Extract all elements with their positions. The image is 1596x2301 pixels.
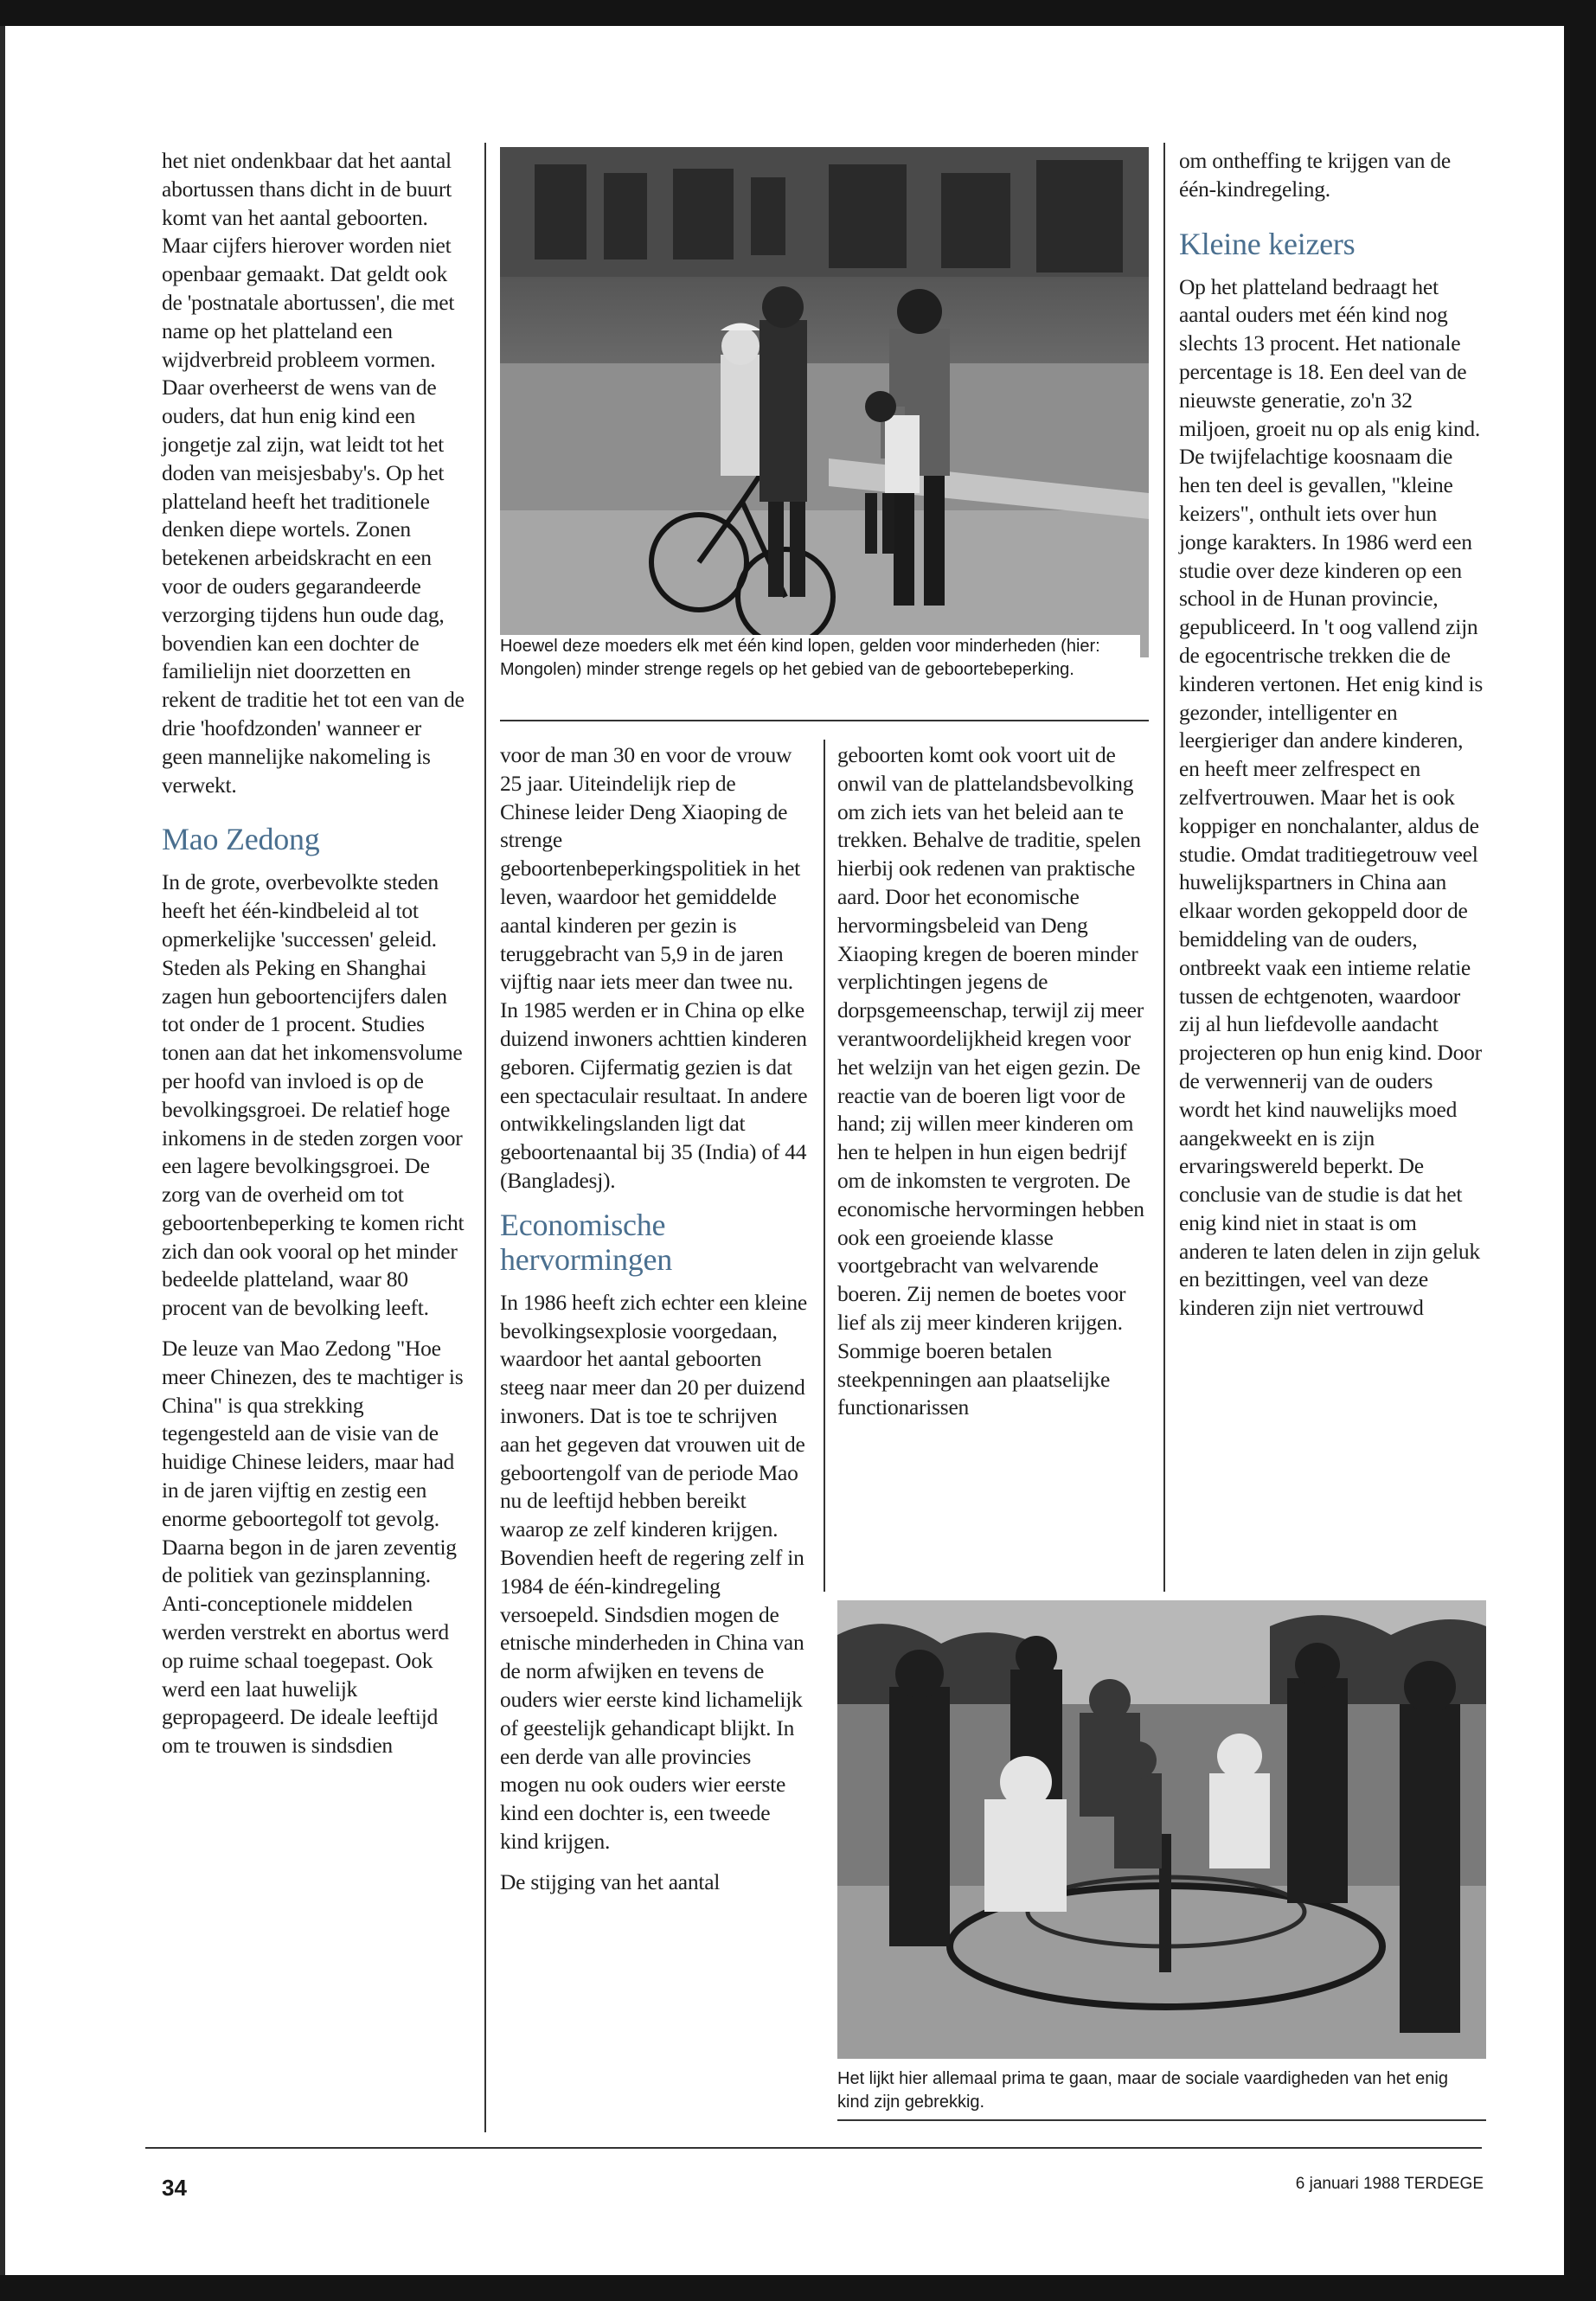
column-1-paragraph: het niet ondenkbaar dat het aantal abortussen thans dicht in de buurt komt van het aantal geboorten. Maar cijfers hierover worden niet openbaar gemaakt. Dat geldt ook de 'postnatale abortussen', die met name op het platteland een wijdverbreid probleem vormen. Daar overheerst de wens van de ouders, dat hun enig kind een jongetje zal zijn, wat leidt tot het doden van meisjesbaby's. Op het platteland heeft het traditionele denken diepe wortels. Zonen betekenen arbeidskracht en een voor de ouders gegarandeerde verzorging tijdens hun oude dag, bovendien kan een dochter de familielijn niet doorzetten en rekent de traditie het tot een van de drie 'hoofdzonden' wanneer er geen mannelijke nakomeling is verwekt. (162, 148, 465, 798)
column-2-paragraph: voor de man 30 en voor de vrouw 25 jaar. Uiteindelijk riep de Chinese leider Deng Xiaoping de strenge geboortenbeperkingspolitiek in het leven, waardoor het gemiddelde aantal kinderen per gezin is teruggebracht van 5,9 in de jaren vijftig naar iets meer dan twee nu. In 1985 werden er in China op elke duizend inwoners achttien kinderen geboren. Cijfermatig gezien is dat een spectaculair resultaat. In andere ontwikkelingslanden ligt dat geboortenaantal bij 35 (India) of 44 (Bangladesj). (500, 742, 808, 1193)
scan-edge-left (0, 26, 5, 2275)
top-photo-caption: Hoewel deze moeders elk met één kind lopen, gelden voor minderheden (hier: Mongolen) minder strenge regels op het gebied van de geboortebeperking. (500, 635, 1140, 682)
column-4-paragraph: Op het platteland bedraagt het aantal ouders met één kind nog slechts 13 procent. Het nationale percentage is 18. Een deel van de nieuwste generatie, zo'n 32 miljoen, groeit nu op als enig kind. De twijfelachtige koosnaam die hen ten deel is gevallen, "kleine keizers", onthult iets over hun jonge karakters. In 1986 werd een studie over deze kinderen op een school in de Hunan provincie, gepubliceerd. In 't oog vallend zijn de egocentrische trekken die de kinderen vertonen. Het enig kind is gezonder, intelligenter en leergieriger dan andere kinderen, en heeft meer zelfrespect en zelfvertrouwen. Maar het is ook koppiger en nonchalanter, aldus de studie. Omdat traditiegetrouw veel huwelijkspartners in China aan elkaar worden gekoppeld door de bemiddeling van de ouders, ontbreekt vaak een intieme relatie tussen de echtgenoten, waardoor zij al hun liefdevolle aandacht projecteren op hun enig kind. Door de verwennerij van de ouders wordt het kind nauwelijks moed aangekweekt en is zijn ervaringswereld beperkt. De conclusie van de studie is dat het enig kind niet in staat is om anderen te laten delen in zijn geluk en bezittingen, veel van deze kinderen zijn niet vertrouwd (1179, 273, 1483, 1321)
column-2 (500, 741, 810, 1908)
scan-border-bottom (0, 2275, 1596, 2301)
page-number: 34 (162, 2175, 187, 2201)
column-rule (1163, 143, 1165, 1592)
bottom-photo-caption: Het lijkt hier allemaal prima te gaan, maar de sociale vaardigheden van het enig kind zijn gebrekkig. (837, 2069, 1448, 2112)
photo-mothers-illustration (500, 147, 1149, 657)
column-4 (1179, 147, 1486, 1335)
column-3-paragraph: geboorten komt ook voort uit de onwil van de plattelandsbevolking om zich iets van het beleid aan te trekken. Behalve de traditie, spelen hierbij ook redenen van praktische aard. Door het economische hervormingsbeleid van Deng Xiaoping kregen de boeren minder verplichtingen jegens de dorpsgemeenschap, terwijl zij meer verantwoordelijkheid kregen voor het welzijn van het eigen gezin. De reactie van de boeren ligt voor de hand; zij willen meer kinderen om hen te helpen in hun eigen bedrijf om de inkomsten te vergroten. De economische hervormingen hebben ook een groeiende klasse voortgebracht van welvarende boeren. Zij nemen de boetes voor lief als zij meer kinderen krijgen. Sommige boeren betalen steekpenningen aan plaatselijke functionarissen (837, 742, 1144, 1420)
issue-date-line: 6 januari 1988 TERDEGE (1295, 2175, 1484, 2193)
caption-rule (500, 720, 1149, 721)
column-2-paragraph: In 1986 heeft zich echter een kleine bevolkingsexplosie voorgedaan, waardoor het aantal geboorten steeg naar meer dan 20 per duizend inwoners. Dat is toe te schrijven aan het gegeven dat vrouwen uit de geboortengolf van de periode Mao nu de leeftijd hebben bereikt waarop ze zelf kinderen krijgen. Bovendien heeft de regering zelf in 1984 de één-kindregeling versoepeld. Sindsdien mogen de etnische minderheden in China van de norm afwijken en tevens de ouders wier eerste kind lichamelijk of geestelijk gehandicapt blijkt. In een derde van alle provincies mogen nu ook ouders wier eerste kind een dochter is, een tweede kind krijgen. (500, 1289, 807, 1854)
caption-rule (837, 2119, 1486, 2121)
photo-children-carousel (837, 1600, 1486, 2059)
column-2-paragraph: De stijging van het aantal (500, 1868, 721, 1894)
column-1 (162, 147, 465, 1772)
column-rule (824, 740, 825, 1592)
section-heading-kleine-keizers: Kleine keizers (1179, 226, 1356, 261)
photo-mothers-with-children (500, 147, 1149, 657)
column-1-paragraph: De leuze van Mao Zedong "Hoe meer Chinezen, des te machtiger is China" is qua strekking tegengesteld aan de visie van de huidige Chinese leiders, maar had in de jaren vijftig en zestig een enorme geboortegolf tot gevolg. Daarna begon in de jaren zeventig de politiek van gezinsplanning. Anti-conceptionele middelen werden verstrekt en abortus werd op ruime schaal toegepast. Ook werd een laat huwelijk gepropageerd. De ideale leeftijd om te trouwen is sindsdien (162, 1336, 464, 1759)
scan-border-top (0, 0, 1596, 26)
column-1-paragraph: In de grote, overbevolkte steden heeft het één-kindbeleid al tot opmerkelijke 'successen' geleid. Steden als Peking en Shanghai zagen hun geboortencijfers dalen tot onder de 1 procent. Studies tonen aan dat het inkomensvolume per hoofd van invloed is op de bevolkingsgroei. De relatief hoge inkomens in de steden zorgen voor een lagere bevolkingsgroei. De zorg van de overheid om tot geboortenbeperking te komen richt zich dan ook vooral op het minder bedeelde platteland, waar 80 procent van de bevolking leeft. (162, 869, 465, 1321)
section-heading-mao-zedong: Mao Zedong (162, 822, 320, 857)
section-heading-economische-hervormingen: Economische hervormingen (500, 1207, 672, 1277)
column-3 (837, 741, 1144, 1434)
photo-carousel-illustration (837, 1600, 1486, 2059)
scan-border-right (1564, 0, 1596, 2301)
footer-rule (145, 2147, 1482, 2149)
column-4-paragraph: om ontheffing te krijgen van de één-kindregeling. (1179, 148, 1451, 202)
column-rule (484, 143, 486, 2132)
